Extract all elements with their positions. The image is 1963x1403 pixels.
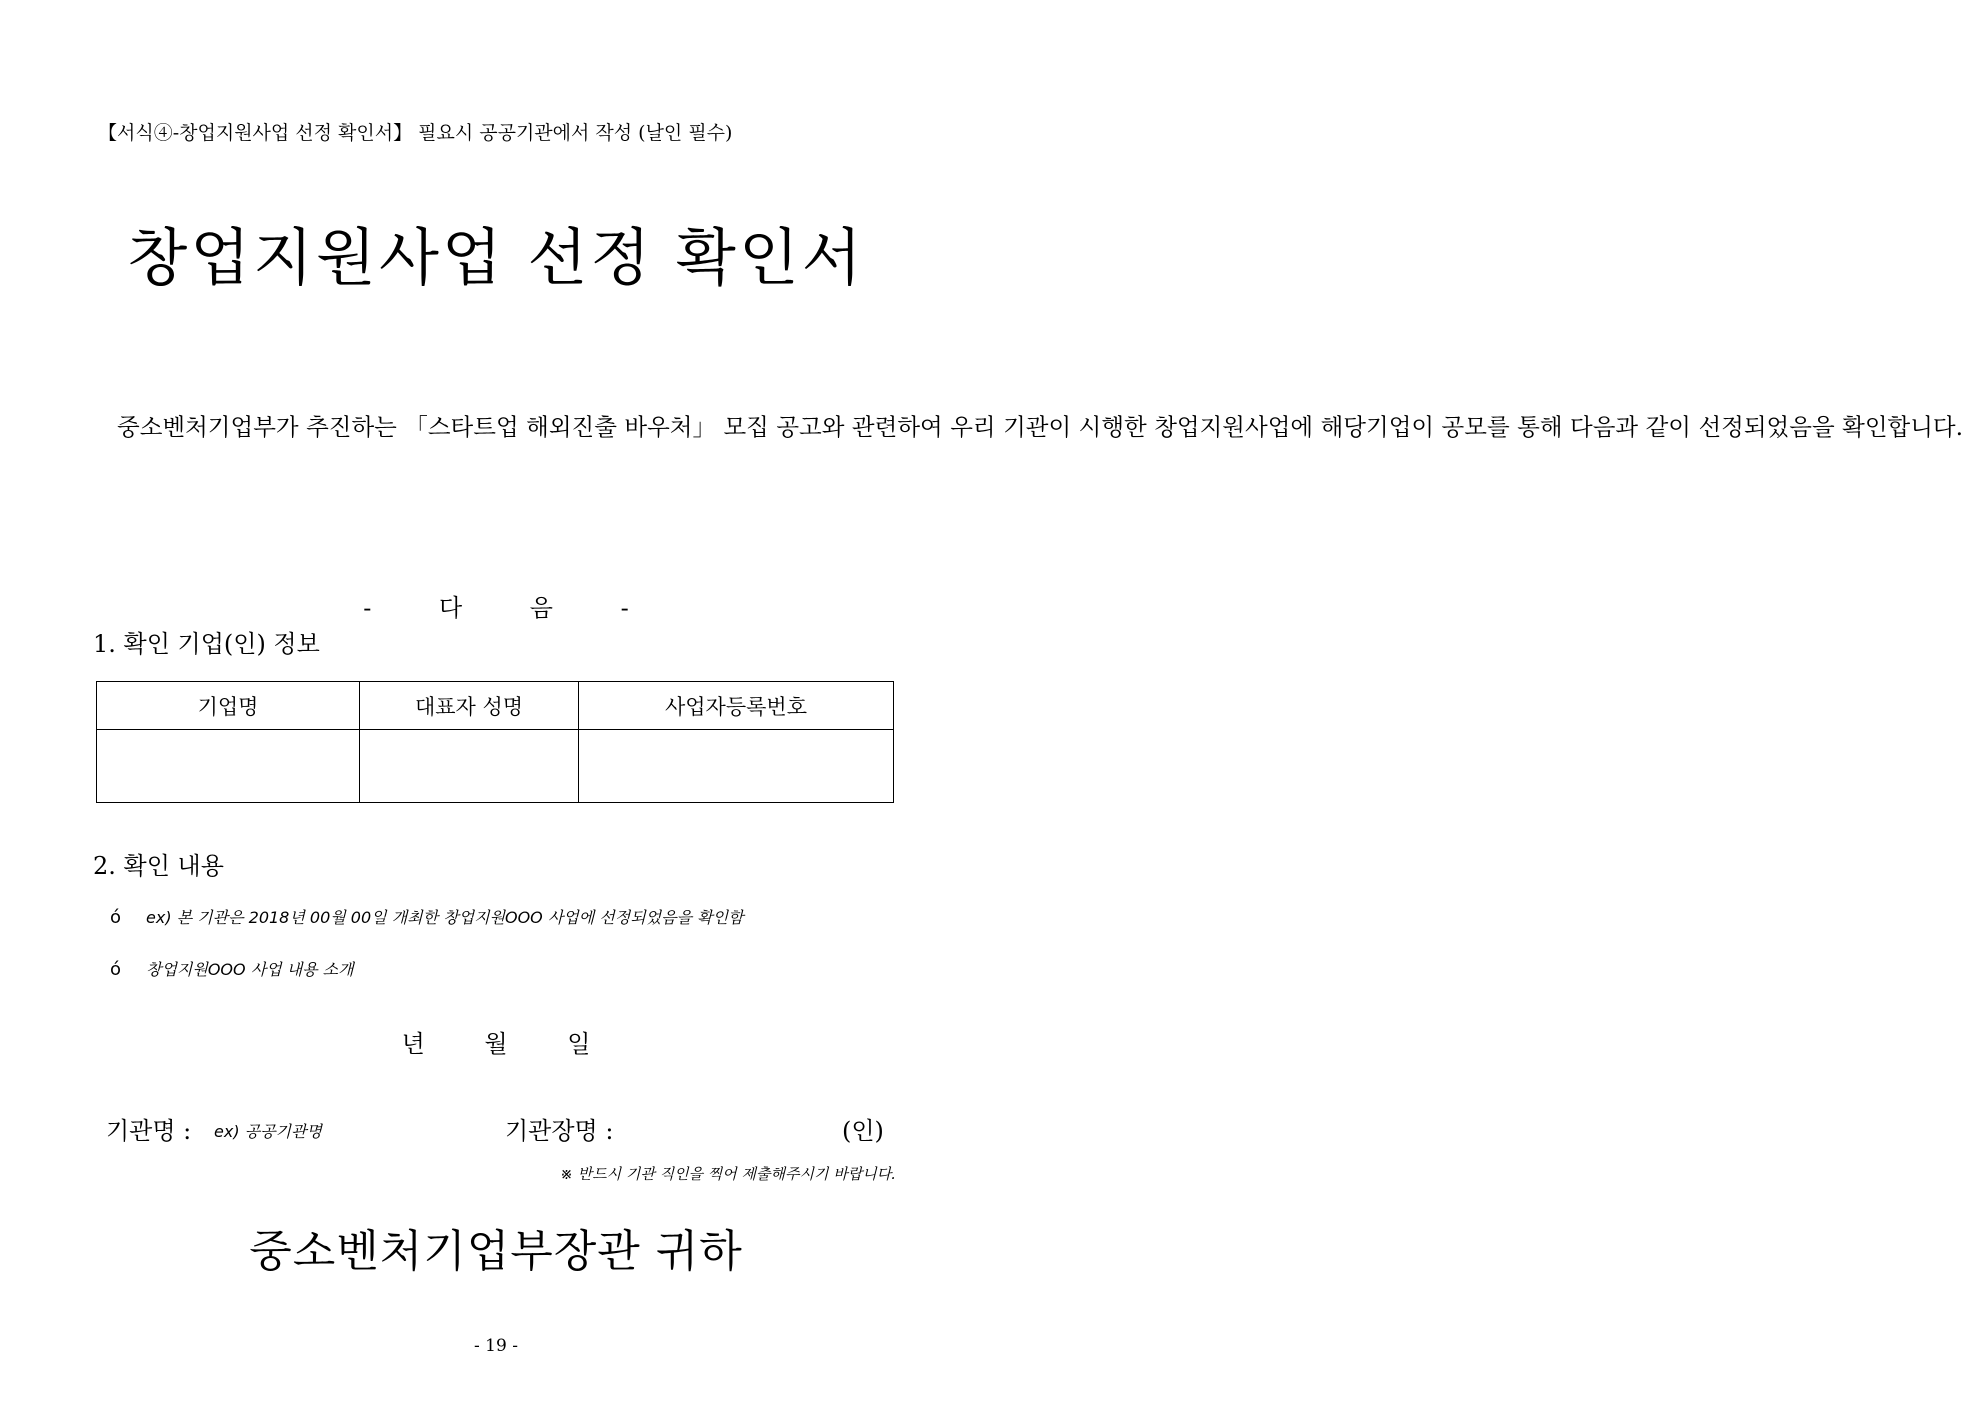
- page-number: - 19 -: [474, 1336, 518, 1356]
- form-label: 【서식④-창업지원사업 선정 확인서】 필요시 공공기관에서 작성 (날인 필수): [98, 122, 733, 144]
- company-info-table: [96, 681, 894, 803]
- cell-representative[interactable]: [360, 730, 579, 803]
- document-title: 창업지원사업 선정 확인서: [127, 221, 865, 294]
- date-line: [0, 1024, 992, 1059]
- bullet-item: [110, 957, 354, 980]
- bullet-text: 창업지원OOO 사업 내용 소개: [146, 960, 354, 979]
- intro-paragraph: [95, 408, 1963, 447]
- cell-company-name[interactable]: [97, 730, 360, 803]
- org-name-label: 기관명 :: [106, 1117, 192, 1145]
- org-head-label: 기관장명 :: [505, 1117, 614, 1145]
- seal-notice: ※ 반드시 기관 직인을 찍어 제출해주시기 바랍니다.: [560, 1165, 896, 1183]
- org-name-value[interactable]: ex) 공공기관명: [214, 1122, 322, 1141]
- col-company-name: 기업명: [97, 682, 360, 730]
- date-month: 월: [484, 1030, 508, 1058]
- bullet-text: ex) 본 기관은 2018년 00월 00일 개최한 창업지원OOO 사업에 선정되었음을 확인함: [146, 908, 744, 927]
- addressee: 중소벤처기업부장관 귀하: [249, 1226, 743, 1277]
- date-year: 년: [401, 1030, 425, 1058]
- circle-bullet-icon: ό: [110, 907, 122, 928]
- intro-text: 중소벤처기업부가 추진하는 「스타트업 해외진출 바우처」 모집 공고와 관련하여 우리 기관이 시행한 창업지원사업에 해당기업이 공모를 통해 다음과 같이 선정되었음을 확인합니다.: [117, 413, 1963, 441]
- col-business-number: 사업자등록번호: [579, 682, 894, 730]
- col-representative: 대표자 성명: [360, 682, 579, 730]
- section1-heading: 1. 확인 기업(인) 정보: [93, 630, 320, 658]
- bullet-item: [110, 905, 744, 928]
- section2-heading: 2. 확인 내용: [93, 852, 224, 880]
- circle-bullet-icon: ό: [110, 959, 122, 980]
- cell-business-number[interactable]: [579, 730, 894, 803]
- daum-divider: - 다 음 -: [363, 594, 629, 622]
- seal-mark: (인): [842, 1117, 884, 1145]
- date-day: 일: [567, 1030, 591, 1058]
